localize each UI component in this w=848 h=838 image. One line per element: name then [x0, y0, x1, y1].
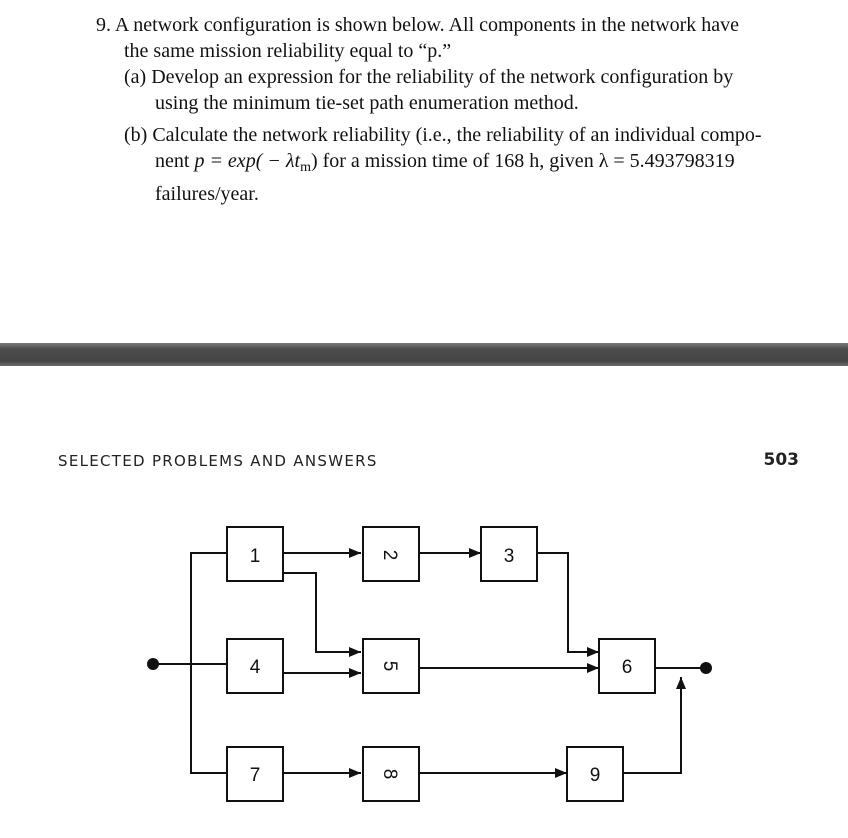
- part-a-line-2: using the minimum tie-set path enumeration method.: [155, 92, 579, 114]
- formula-subscript: m: [300, 160, 311, 175]
- problem-intro-line-2: the same mission reliability equal to “p.”: [124, 40, 452, 62]
- reliability-formula: p = exp( − λt: [194, 150, 301, 172]
- running-head: SELECTED PROBLEMS AND ANSWERS: [58, 452, 378, 470]
- part-b-line-3: failures/year.: [155, 183, 259, 205]
- block-2-label: 2: [379, 549, 400, 561]
- problem-9: [96, 12, 796, 207]
- part-b-line-2: [96, 148, 796, 181]
- network-diagram: [0, 500, 848, 838]
- block-1-label: 1: [249, 546, 261, 567]
- input-terminal: [147, 658, 159, 670]
- page-separator-bar: [0, 343, 848, 366]
- part-b-line-2-post: ) for a mission time of 168 h, given λ = 5.493798319: [310, 150, 735, 172]
- part-b-line-2-pre: nent: [155, 150, 195, 172]
- wire-3-to-6: [537, 553, 599, 652]
- wire-1-to-5: [283, 573, 361, 652]
- part-a-line-1: (a) Develop an expression for the reliability of the network configuration by: [124, 66, 734, 88]
- block-4-label: 4: [249, 657, 261, 678]
- page-number: 503: [763, 450, 799, 470]
- problem-intro-line-1: [96, 12, 796, 38]
- block-8-label: 8: [379, 768, 400, 780]
- block-5-label: 5: [379, 660, 400, 672]
- block-6-label: 6: [621, 657, 633, 678]
- output-terminal: [700, 662, 712, 674]
- block-9-label: 9: [589, 765, 601, 786]
- block-7-label: 7: [249, 765, 261, 786]
- problem-intro-text-1: A network configuration is shown below. All components in the network have: [114, 14, 740, 36]
- problem-number: 9.: [96, 14, 111, 36]
- part-b-line-1: (b) Calculate the network reliability (i.e., the reliability of an individual compo-: [124, 124, 762, 146]
- block-3-label: 3: [503, 546, 515, 567]
